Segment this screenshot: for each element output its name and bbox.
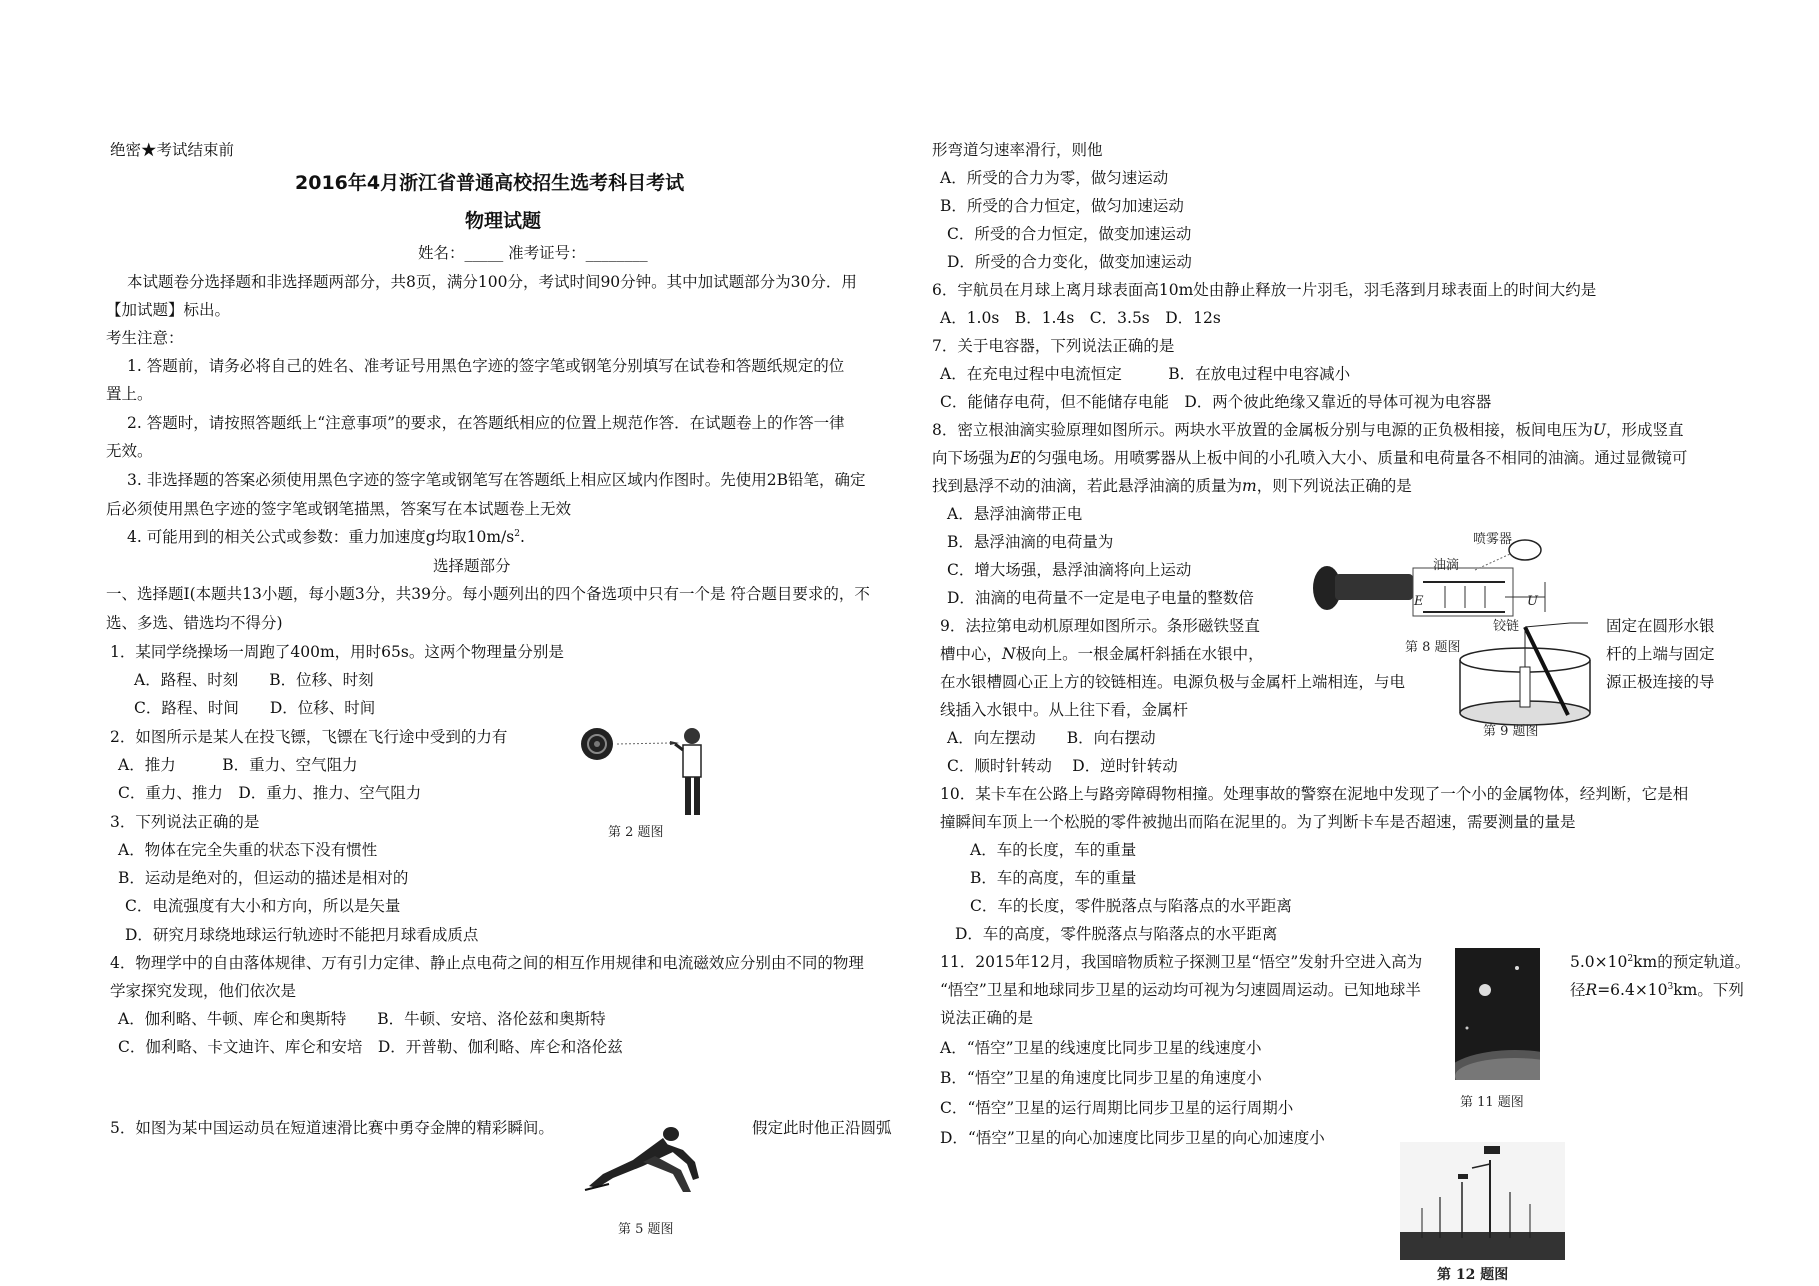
q9-stem-c: 在水银槽圆心正上方的铰链相连。电源负极与金属杆上端相连，与电 — [940, 673, 1406, 691]
q10-option-d: D．车的高度，零件脱落点与陷落点的水平距离 — [955, 925, 1278, 943]
notice-2b: 无效。 — [106, 442, 153, 460]
figure-8-caption: 第 8 题图 — [1405, 640, 1461, 655]
q9-stem-b: 槽中心，N极向上。一根金属杆斜插在水银中， — [940, 645, 1264, 663]
figure-5-speed-skater — [583, 1122, 718, 1212]
figure-8-oil-label: 油滴 — [1433, 558, 1460, 573]
notice-1b: 置上。 — [106, 385, 153, 403]
q3-option-b: B．运动是绝对的，但运动的描述是相对的 — [118, 869, 409, 887]
q9-stem-d: 线插入水银中。从上往下看，金属杆 — [940, 701, 1189, 719]
q9-stem-a2: 固定在圆形水银 — [1606, 617, 1715, 635]
q5-stem-b: 假定此时他正沿圆弧 — [752, 1119, 892, 1137]
exam-subtitle: 物理试题 — [465, 210, 542, 232]
figure-11-caption: 第 11 题图 — [1460, 1095, 1524, 1110]
q10-option-a: A．车的长度，车的重量 — [970, 841, 1137, 859]
q5-option-b: B．所受的合力恒定，做匀加速运动 — [940, 197, 1184, 215]
q1-options-ab: A．路程、时刻 B．位移、时刻 — [134, 671, 374, 689]
q1-options-cd: C．路程、时间 D．位移、时间 — [134, 699, 376, 717]
q5-stem-c: 形弯道匀速率滑行，则他 — [932, 141, 1103, 159]
q8-stem-a: 8．密立根油滴实验原理如图所示。两块水平放置的金属板分别与电源的正负极相接，板间电压为U，形成竖直 — [932, 421, 1684, 439]
q3-option-a: A．物体在完全失重的状态下没有惯性 — [118, 841, 378, 859]
q5-option-a: A．所受的合力为零，做匀速运动 — [940, 169, 1169, 187]
q11-stem-c: 说法正确的是 — [940, 1009, 1034, 1027]
q1-stem: 1．某同学绕操场一周跑了400m，用时65s。这两个物理量分别是 — [110, 643, 564, 661]
q3-option-c: C．电流强度有大小和方向，所以是矢量 — [125, 897, 401, 915]
q8-option-c: C．增大场强，悬浮油滴将向上运动 — [947, 561, 1192, 579]
q7-stem: 7．关于电容器，下列说法正确的是 — [932, 337, 1175, 355]
q9-options-cd: C．顺时针转动 D．逆时针转动 — [947, 757, 1178, 775]
figure-8-u-label: U — [1527, 594, 1538, 609]
q11-option-d: D．“悟空”卫星的向心加速度比同步卫星的向心加速度小 — [940, 1129, 1325, 1147]
notice-1a: 1. 答题前，请务必将自己的姓名、准考证号用黑色字迹的签字笔或钢笔分别填写在试卷和答题纸规定的位 — [127, 357, 845, 375]
figure-8-e-label: E — [1414, 594, 1424, 609]
q4-options-cd: C．伽利略、卡文迪许、库仑和安培 D．开普勒、伽利略、库仑和洛伦兹 — [118, 1038, 623, 1056]
q5-stem-a: 5．如图为某中国运动员在短道速滑比赛中勇夺金牌的精彩瞬间。 — [110, 1119, 554, 1137]
intro-p1a: 本试题卷分选择题和非选择题两部分，共8页，满分100分，考试时间90分钟。其中加试题部分为30分．用 — [127, 273, 857, 291]
q11-stem-b: “悟空”卫星和地球同步卫星的运动均可视为匀速圆周运动。已知地球半 — [940, 981, 1421, 999]
q10-option-b: B．车的高度，车的重量 — [970, 869, 1137, 887]
figure-5-caption: 第 5 题图 — [618, 1222, 674, 1237]
q8-option-a: A．悬浮油滴带正电 — [947, 505, 1083, 523]
figure-9-hinge-label: 铰链 — [1493, 619, 1520, 634]
q8-option-b: B．悬浮油滴的电荷量为 — [947, 533, 1114, 551]
q11-stem-b2: 径$R=6.4\times 10^3km$。下列 — [1570, 981, 1744, 999]
notice-4: 4. 可能用到的相关公式或参数：重力加速度g均取$10m/s^2$. — [127, 528, 525, 546]
q2-options-ab: A．推力 B．重力、空气阻力 — [118, 756, 358, 774]
q9-options-ab: A．向左摆动 B．向右摆动 — [947, 729, 1156, 747]
q11-option-c: C．“悟空”卫星的运行周期比同步卫星的运行周期小 — [940, 1099, 1294, 1117]
q8-option-d: D．油滴的电荷量不一定是电子电量的整数倍 — [947, 589, 1254, 607]
section-head-a: 一、选择题Ⅰ(本题共13小题，每小题3分，共39分。每小题列出的四个备选项中只有一个是 符合题目要求的，不 — [106, 585, 870, 603]
q10-stem-a: 10．某卡车在公路上与路旁障碍物相撞。处理事故的警察在泥地中发现了一个小的金属物体，经判断，它是相 — [940, 785, 1689, 803]
q5-option-d: D．所受的合力变化，做变加速运动 — [947, 253, 1192, 271]
q8-stem-b: 向下场强为E的匀强电场。用喷雾器从上板中间的小孔喷入大小、质量和电荷量各不相同的油滴。通过显微镜可 — [932, 449, 1688, 467]
q3-stem: 3．下列说法正确的是 — [110, 813, 260, 831]
q7-options-cd: C．能储存电荷，但不能储存电能 D．两个彼此绝缘又靠近的导体可视为电容器 — [940, 393, 1492, 411]
secret-mark: 绝密★考试结束前 — [110, 141, 235, 159]
q4-stem-a: 4．物理学中的自由落体规律、万有引力定律、静止点电荷之间的相互作用规律和电流磁效应分别由不同的物理 — [110, 954, 864, 972]
q11-option-a: A．“悟空”卫星的线速度比同步卫星的线速度小 — [940, 1039, 1262, 1057]
figure-9-caption: 第 9 题图 — [1483, 724, 1539, 739]
figure-11-satellite-photo — [1455, 948, 1540, 1080]
q9-stem-b3: 杆的上端与固定 — [1606, 645, 1715, 663]
notice-3b: 后必须使用黑色字迹的签字笔或钢笔描黑，答案写在本试题卷上无效 — [106, 500, 572, 518]
q10-stem-b: 撞瞬间车顶上一个松脱的零件被抛出而陷在泥里的。为了判断卡车是否超速，需要测量的量是 — [940, 813, 1576, 831]
q2-stem: 2．如图所示是某人在投飞镖，飞镖在飞行途中受到的力有 — [110, 728, 508, 746]
name-line: 姓名：_____ 准考证号：________ — [418, 244, 648, 262]
notice-title: 考生注意： — [106, 329, 184, 347]
q5-option-c: C．所受的合力恒定，做变加速运动 — [947, 225, 1192, 243]
q9-stem-a: 9．法拉第电动机原理如图所示。条形磁铁竖直 — [940, 617, 1260, 635]
section-head-b: 选、多选、错选均不得分) — [106, 614, 283, 632]
q10-option-c: C．车的长度，零件脱落点与陷落点的水平距离 — [970, 897, 1292, 915]
exam-title: 2016年4月浙江省普通高校招生选考科目考试 — [295, 172, 685, 194]
q4-options-ab: A．伽利略、牛顿、库仑和奥斯特 B．牛顿、安培、洛伦兹和奥斯特 — [118, 1010, 606, 1028]
notice-2a: 2. 答题时，请按照答题纸上“注意事项”的要求，在答题纸相应的位置上规范作答．在试题卷上的作答一律 — [127, 414, 845, 432]
q9-stem-c2: 源正极连接的导 — [1606, 673, 1715, 691]
figure-2-caption: 第 2 题图 — [608, 825, 664, 840]
q6-options: A．1.0s B．1.4s C．3.5s D．12s — [940, 309, 1221, 327]
q11-option-b: B．“悟空”卫星的角速度比同步卫星的角速度小 — [940, 1069, 1262, 1087]
q11-stem-a2: $5.0\times 10^2km$的预定轨道。 — [1570, 953, 1751, 971]
q2-options-cd: C．重力、推力 D．重力、推力、空气阻力 — [118, 784, 422, 802]
q4-stem-b: 学家探究发现，他们依次是 — [110, 982, 297, 1000]
q3-option-d: D．研究月球绕地球运行轨迹时不能把月球看成质点 — [125, 926, 479, 944]
figure-12-street-lamps — [1400, 1142, 1565, 1260]
q6-stem: 6．宇航员在月球上离月球表面高10m处由静止释放一片羽毛，羽毛落到月球表面上的时间大约是 — [932, 281, 1597, 299]
notice-3a: 3. 非选择题的答案必须使用黑色字迹的签字笔或钢笔写在答题纸上相应区域内作图时。先使用2B铅笔，确定 — [127, 471, 866, 489]
figure-12-caption: 第 12 题图 — [1437, 1267, 1509, 1283]
q8-stem-c: 找到悬浮不动的油滴，若此悬浮油滴的质量为m，则下列说法正确的是 — [932, 477, 1412, 495]
figure-8-sprayer-label: 喷雾器 — [1473, 532, 1513, 547]
intro-p1b: 【加试题】标出。 — [106, 301, 231, 319]
q7-options-ab: A．在充电过程中电流恒定 B．在放电过程中电容减小 — [940, 365, 1351, 383]
section-part: 选择题部分 — [433, 557, 511, 575]
q11-stem-a: 11．2015年12月，我国暗物质粒子探测卫星“悟空”发射升空进入高为 — [940, 953, 1423, 971]
